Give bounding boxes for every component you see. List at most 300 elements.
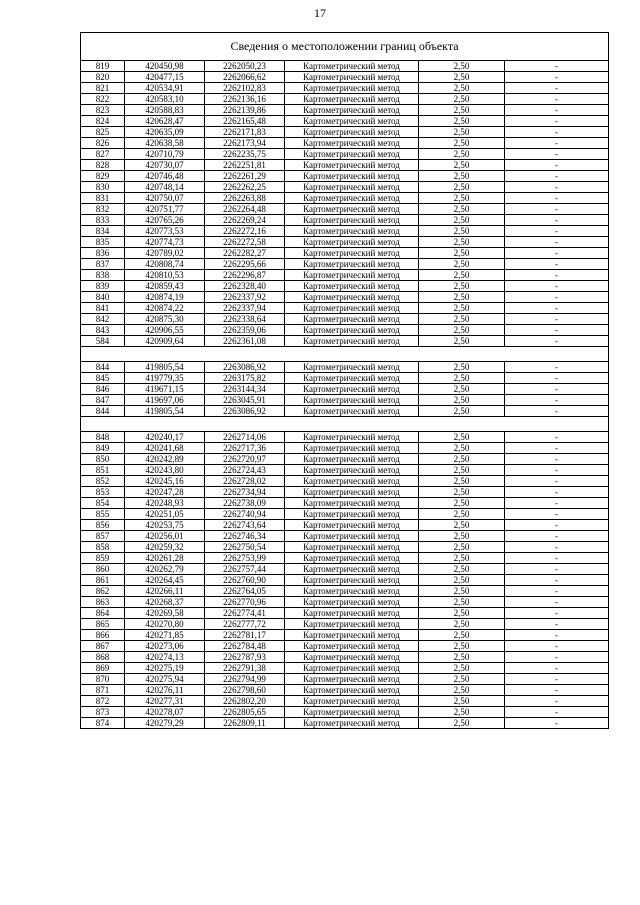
x-coordinate-cell: 420262,79 [125,564,205,575]
accuracy-cell: 2,50 [419,336,505,347]
method-cell: Картометрический метод [285,597,419,608]
method-cell: Картометрический метод [285,432,419,443]
method-cell: Картометрический метод [285,696,419,707]
x-coordinate-cell: 420243,80 [125,465,205,476]
accuracy-cell: 2,50 [419,72,505,83]
x-coordinate-cell: 420588,83 [125,105,205,116]
y-coordinate-cell: 2262798,60 [205,685,285,696]
note-cell: - [505,476,609,487]
note-cell: - [505,443,609,454]
method-cell: Картометрический метод [285,443,419,454]
accuracy-cell: 2,50 [419,586,505,597]
y-coordinate-cell: 2262740,94 [205,509,285,520]
accuracy-cell: 2,50 [419,597,505,608]
note-cell: - [505,586,609,597]
x-coordinate-cell: 420751,77 [125,204,205,215]
table-row [81,454,609,465]
point-number-cell: 825 [81,127,125,138]
table-title: Сведения о местоположении границ объекта [81,33,609,61]
table-row [81,138,609,149]
point-number-cell: 856 [81,520,125,531]
note-cell: - [505,105,609,116]
accuracy-cell: 2,50 [419,630,505,641]
method-cell: Картометрический метод [285,575,419,586]
y-coordinate-cell: 2262787,93 [205,652,285,663]
point-number-cell: 859 [81,553,125,564]
point-number-cell: 850 [81,454,125,465]
note-cell: - [505,61,609,72]
x-coordinate-cell: 420253,75 [125,520,205,531]
accuracy-cell: 2,50 [419,520,505,531]
accuracy-cell: 2,50 [419,248,505,259]
note-cell: - [505,707,609,718]
x-coordinate-cell: 420746,48 [125,171,205,182]
x-coordinate-cell: 420635,09 [125,127,205,138]
accuracy-cell: 2,50 [419,553,505,564]
note-cell: - [505,630,609,641]
x-coordinate-cell: 420730,07 [125,160,205,171]
method-cell: Картометрический метод [285,641,419,652]
point-number-cell: 855 [81,509,125,520]
table-row [81,542,609,553]
accuracy-cell: 2,50 [419,575,505,586]
method-cell: Картометрический метод [285,215,419,226]
point-number-cell: 829 [81,171,125,182]
x-coordinate-cell: 420275,94 [125,674,205,685]
x-coordinate-cell: 419805,54 [125,362,205,373]
accuracy-cell: 2,50 [419,226,505,237]
accuracy-cell: 2,50 [419,652,505,663]
point-number-cell: 872 [81,696,125,707]
table-row [81,171,609,182]
y-coordinate-cell: 2262784,48 [205,641,285,652]
point-number-cell: 835 [81,237,125,248]
note-cell: - [505,303,609,314]
note-cell: - [505,432,609,443]
boundary-coordinates-table [80,32,609,729]
x-coordinate-cell: 420270,80 [125,619,205,630]
table-row [81,83,609,94]
table-row [81,509,609,520]
accuracy-cell: 2,50 [419,105,505,116]
y-coordinate-cell: 2262102,83 [205,83,285,94]
note-cell: - [505,718,609,729]
y-coordinate-cell: 2262136,16 [205,94,285,105]
x-coordinate-cell: 420266,11 [125,586,205,597]
point-number-cell: 868 [81,652,125,663]
method-cell: Картометрический метод [285,454,419,465]
accuracy-cell: 2,50 [419,138,505,149]
note-cell: - [505,292,609,303]
page-number: 17 [314,6,326,20]
table-row [81,608,609,619]
table-row [81,564,609,575]
point-number-cell: 831 [81,193,125,204]
x-coordinate-cell: 420906,55 [125,325,205,336]
accuracy-cell: 2,50 [419,237,505,248]
x-coordinate-cell: 420276,11 [125,685,205,696]
y-coordinate-cell: 2262261,29 [205,171,285,182]
method-cell: Картометрический метод [285,718,419,729]
method-cell: Картометрический метод [285,553,419,564]
y-coordinate-cell: 2262760,90 [205,575,285,586]
table-row [81,685,609,696]
table-row [81,237,609,248]
x-coordinate-cell: 420875,30 [125,314,205,325]
y-coordinate-cell: 2263144,34 [205,384,285,395]
method-cell: Картометрический метод [285,149,419,160]
y-coordinate-cell: 2263045,91 [205,395,285,406]
method-cell: Картометрический метод [285,652,419,663]
table-title-row [81,33,609,61]
note-cell: - [505,182,609,193]
note-cell: - [505,641,609,652]
table-row [81,325,609,336]
table-row [81,127,609,138]
group-separator-row [81,347,609,362]
note-cell: - [505,116,609,127]
table-row [81,215,609,226]
table-row [81,204,609,215]
method-cell: Картометрический метод [285,325,419,336]
accuracy-cell: 2,50 [419,193,505,204]
accuracy-cell: 2,50 [419,696,505,707]
note-cell: - [505,259,609,270]
accuracy-cell: 2,50 [419,443,505,454]
x-coordinate-cell: 420710,79 [125,149,205,160]
note-cell: - [505,149,609,160]
method-cell: Картометрический метод [285,61,419,72]
accuracy-cell: 2,50 [419,292,505,303]
method-cell: Картометрический метод [285,182,419,193]
point-number-cell: 840 [81,292,125,303]
point-number-cell: 819 [81,61,125,72]
y-coordinate-cell: 2262738,09 [205,498,285,509]
accuracy-cell: 2,50 [419,432,505,443]
accuracy-cell: 2,50 [419,94,505,105]
point-number-cell: 828 [81,160,125,171]
point-number-cell: 839 [81,281,125,292]
method-cell: Картометрический метод [285,72,419,83]
method-cell: Картометрический метод [285,336,419,347]
point-number-cell: 844 [81,362,125,373]
table-row [81,619,609,630]
table-row [81,663,609,674]
note-cell: - [505,72,609,83]
point-number-cell: 857 [81,531,125,542]
table-row [81,182,609,193]
accuracy-cell: 2,50 [419,487,505,498]
method-cell: Картометрический метод [285,204,419,215]
table-row [81,432,609,443]
point-number-cell: 846 [81,384,125,395]
point-number-cell: 851 [81,465,125,476]
table-row [81,160,609,171]
note-cell: - [505,160,609,171]
x-coordinate-cell: 420789,02 [125,248,205,259]
table-row [81,487,609,498]
table-row [81,707,609,718]
note-cell: - [505,248,609,259]
x-coordinate-cell: 420242,89 [125,454,205,465]
table-row [81,384,609,395]
method-cell: Картометрический метод [285,303,419,314]
point-number-cell: 838 [81,270,125,281]
point-number-cell: 858 [81,542,125,553]
y-coordinate-cell: 2262066,62 [205,72,285,83]
accuracy-cell: 2,50 [419,362,505,373]
accuracy-cell: 2,50 [419,303,505,314]
note-cell: - [505,465,609,476]
method-cell: Картометрический метод [285,362,419,373]
accuracy-cell: 2,50 [419,476,505,487]
point-number-cell: 853 [81,487,125,498]
accuracy-cell: 2,50 [419,160,505,171]
y-coordinate-cell: 2262791,38 [205,663,285,674]
accuracy-cell: 2,50 [419,674,505,685]
method-cell: Картометрический метод [285,674,419,685]
method-cell: Картометрический метод [285,259,419,270]
y-coordinate-cell: 2262805,65 [205,707,285,718]
accuracy-cell: 2,50 [419,465,505,476]
y-coordinate-cell: 2263086,92 [205,362,285,373]
table-row [81,362,609,373]
table-row [81,116,609,127]
y-coordinate-cell: 2262264,48 [205,204,285,215]
accuracy-cell: 2,50 [419,509,505,520]
x-coordinate-cell: 420256,01 [125,531,205,542]
table-row [81,281,609,292]
point-number-cell: 836 [81,248,125,259]
accuracy-cell: 2,50 [419,127,505,138]
method-cell: Картометрический метод [285,270,419,281]
method-cell: Картометрический метод [285,564,419,575]
y-coordinate-cell: 2262743,64 [205,520,285,531]
point-number-cell: 584 [81,336,125,347]
point-number-cell: 854 [81,498,125,509]
y-coordinate-cell: 2262251,81 [205,160,285,171]
note-cell: - [505,520,609,531]
y-coordinate-cell: 2262770,96 [205,597,285,608]
note-cell: - [505,94,609,105]
y-coordinate-cell: 2263086,92 [205,406,285,417]
note-cell: - [505,454,609,465]
table-row [81,718,609,729]
accuracy-cell: 2,50 [419,182,505,193]
note-cell: - [505,325,609,336]
y-coordinate-cell: 2262272,16 [205,226,285,237]
method-cell: Картометрический метод [285,395,419,406]
point-number-cell: 847 [81,395,125,406]
y-coordinate-cell: 2262296,87 [205,270,285,281]
x-coordinate-cell: 420628,47 [125,116,205,127]
y-coordinate-cell: 2262781,17 [205,630,285,641]
note-cell: - [505,498,609,509]
method-cell: Картометрический метод [285,531,419,542]
note-cell: - [505,685,609,696]
y-coordinate-cell: 2262802,20 [205,696,285,707]
x-coordinate-cell: 420251,05 [125,509,205,520]
point-number-cell: 862 [81,586,125,597]
method-cell: Картометрический метод [285,509,419,520]
x-coordinate-cell: 420247,28 [125,487,205,498]
note-cell: - [505,83,609,94]
table-row [81,443,609,454]
method-cell: Картометрический метод [285,314,419,325]
method-cell: Картометрический метод [285,608,419,619]
note-cell: - [505,204,609,215]
y-coordinate-cell: 2262717,36 [205,443,285,454]
point-number-cell: 822 [81,94,125,105]
accuracy-cell: 2,50 [419,259,505,270]
accuracy-cell: 2,50 [419,171,505,182]
accuracy-cell: 2,50 [419,395,505,406]
point-number-cell: 830 [81,182,125,193]
point-number-cell: 833 [81,215,125,226]
point-number-cell: 848 [81,432,125,443]
table-row [81,248,609,259]
method-cell: Картометрический метод [285,663,419,674]
note-cell: - [505,384,609,395]
x-coordinate-cell: 419805,54 [125,406,205,417]
method-cell: Картометрический метод [285,685,419,696]
note-cell: - [505,171,609,182]
point-number-cell: 843 [81,325,125,336]
method-cell: Картометрический метод [285,487,419,498]
accuracy-cell: 2,50 [419,281,505,292]
method-cell: Картометрический метод [285,520,419,531]
x-coordinate-cell: 420810,53 [125,270,205,281]
y-coordinate-cell: 2262282,27 [205,248,285,259]
table-row [81,373,609,384]
point-number-cell: 871 [81,685,125,696]
note-cell: - [505,336,609,347]
point-number-cell: 863 [81,597,125,608]
accuracy-cell: 2,50 [419,718,505,729]
method-cell: Картометрический метод [285,94,419,105]
y-coordinate-cell: 2262235,75 [205,149,285,160]
x-coordinate-cell: 420534,91 [125,83,205,94]
note-cell: - [505,226,609,237]
y-coordinate-cell: 2262728,02 [205,476,285,487]
point-number-cell: 869 [81,663,125,674]
note-cell: - [505,575,609,586]
method-cell: Картометрический метод [285,384,419,395]
note-cell: - [505,663,609,674]
method-cell: Картометрический метод [285,226,419,237]
accuracy-cell: 2,50 [419,531,505,542]
method-cell: Картометрический метод [285,83,419,94]
y-coordinate-cell: 2262338,64 [205,314,285,325]
table-row [81,72,609,83]
table-row [81,520,609,531]
accuracy-cell: 2,50 [419,406,505,417]
y-coordinate-cell: 2262361,08 [205,336,285,347]
point-number-cell: 834 [81,226,125,237]
table-row [81,336,609,347]
accuracy-cell: 2,50 [419,325,505,336]
method-cell: Картометрический метод [285,116,419,127]
table-row [81,292,609,303]
note-cell: - [505,487,609,498]
table-row [81,674,609,685]
x-coordinate-cell: 419697,06 [125,395,205,406]
x-coordinate-cell: 419671,15 [125,384,205,395]
method-cell: Картометрический метод [285,498,419,509]
y-coordinate-cell: 2262724,43 [205,465,285,476]
table-row [81,303,609,314]
method-cell: Картометрический метод [285,476,419,487]
point-number-cell: 866 [81,630,125,641]
x-coordinate-cell: 420909,64 [125,336,205,347]
point-number-cell: 820 [81,72,125,83]
accuracy-cell: 2,50 [419,619,505,630]
note-cell: - [505,564,609,575]
note-cell: - [505,608,609,619]
x-coordinate-cell: 420245,16 [125,476,205,487]
method-cell: Картометрический метод [285,586,419,597]
point-number-cell: 867 [81,641,125,652]
y-coordinate-cell: 2262295,66 [205,259,285,270]
point-number-cell: 823 [81,105,125,116]
point-number-cell: 861 [81,575,125,586]
accuracy-cell: 2,50 [419,707,505,718]
y-coordinate-cell: 2263175,82 [205,373,285,384]
y-coordinate-cell: 2262050,23 [205,61,285,72]
accuracy-cell: 2,50 [419,314,505,325]
point-number-cell: 821 [81,83,125,94]
table-row [81,641,609,652]
accuracy-cell: 2,50 [419,564,505,575]
x-coordinate-cell: 420278,07 [125,707,205,718]
accuracy-cell: 2,50 [419,204,505,215]
y-coordinate-cell: 2262269,24 [205,215,285,226]
x-coordinate-cell: 420279,29 [125,718,205,729]
note-cell: - [505,509,609,520]
y-coordinate-cell: 2262714,06 [205,432,285,443]
table-row [81,531,609,542]
point-number-cell: 842 [81,314,125,325]
accuracy-cell: 2,50 [419,454,505,465]
note-cell: - [505,652,609,663]
note-cell: - [505,406,609,417]
method-cell: Картометрический метод [285,465,419,476]
y-coordinate-cell: 2262753,99 [205,553,285,564]
group-separator-row [81,417,609,432]
point-number-cell: 832 [81,204,125,215]
accuracy-cell: 2,50 [419,83,505,94]
note-cell: - [505,674,609,685]
method-cell: Картометрический метод [285,707,419,718]
accuracy-cell: 2,50 [419,384,505,395]
x-coordinate-cell: 420241,68 [125,443,205,454]
x-coordinate-cell: 420874,22 [125,303,205,314]
table-row [81,270,609,281]
method-cell: Картометрический метод [285,542,419,553]
y-coordinate-cell: 2262720,97 [205,454,285,465]
x-coordinate-cell: 420638,58 [125,138,205,149]
x-coordinate-cell: 420765,26 [125,215,205,226]
method-cell: Картометрический метод [285,630,419,641]
note-cell: - [505,193,609,204]
y-coordinate-cell: 2262757,44 [205,564,285,575]
x-coordinate-cell: 420274,13 [125,652,205,663]
table-row [81,149,609,160]
accuracy-cell: 2,50 [419,270,505,281]
point-number-cell: 873 [81,707,125,718]
x-coordinate-cell: 420264,45 [125,575,205,586]
accuracy-cell: 2,50 [419,149,505,160]
